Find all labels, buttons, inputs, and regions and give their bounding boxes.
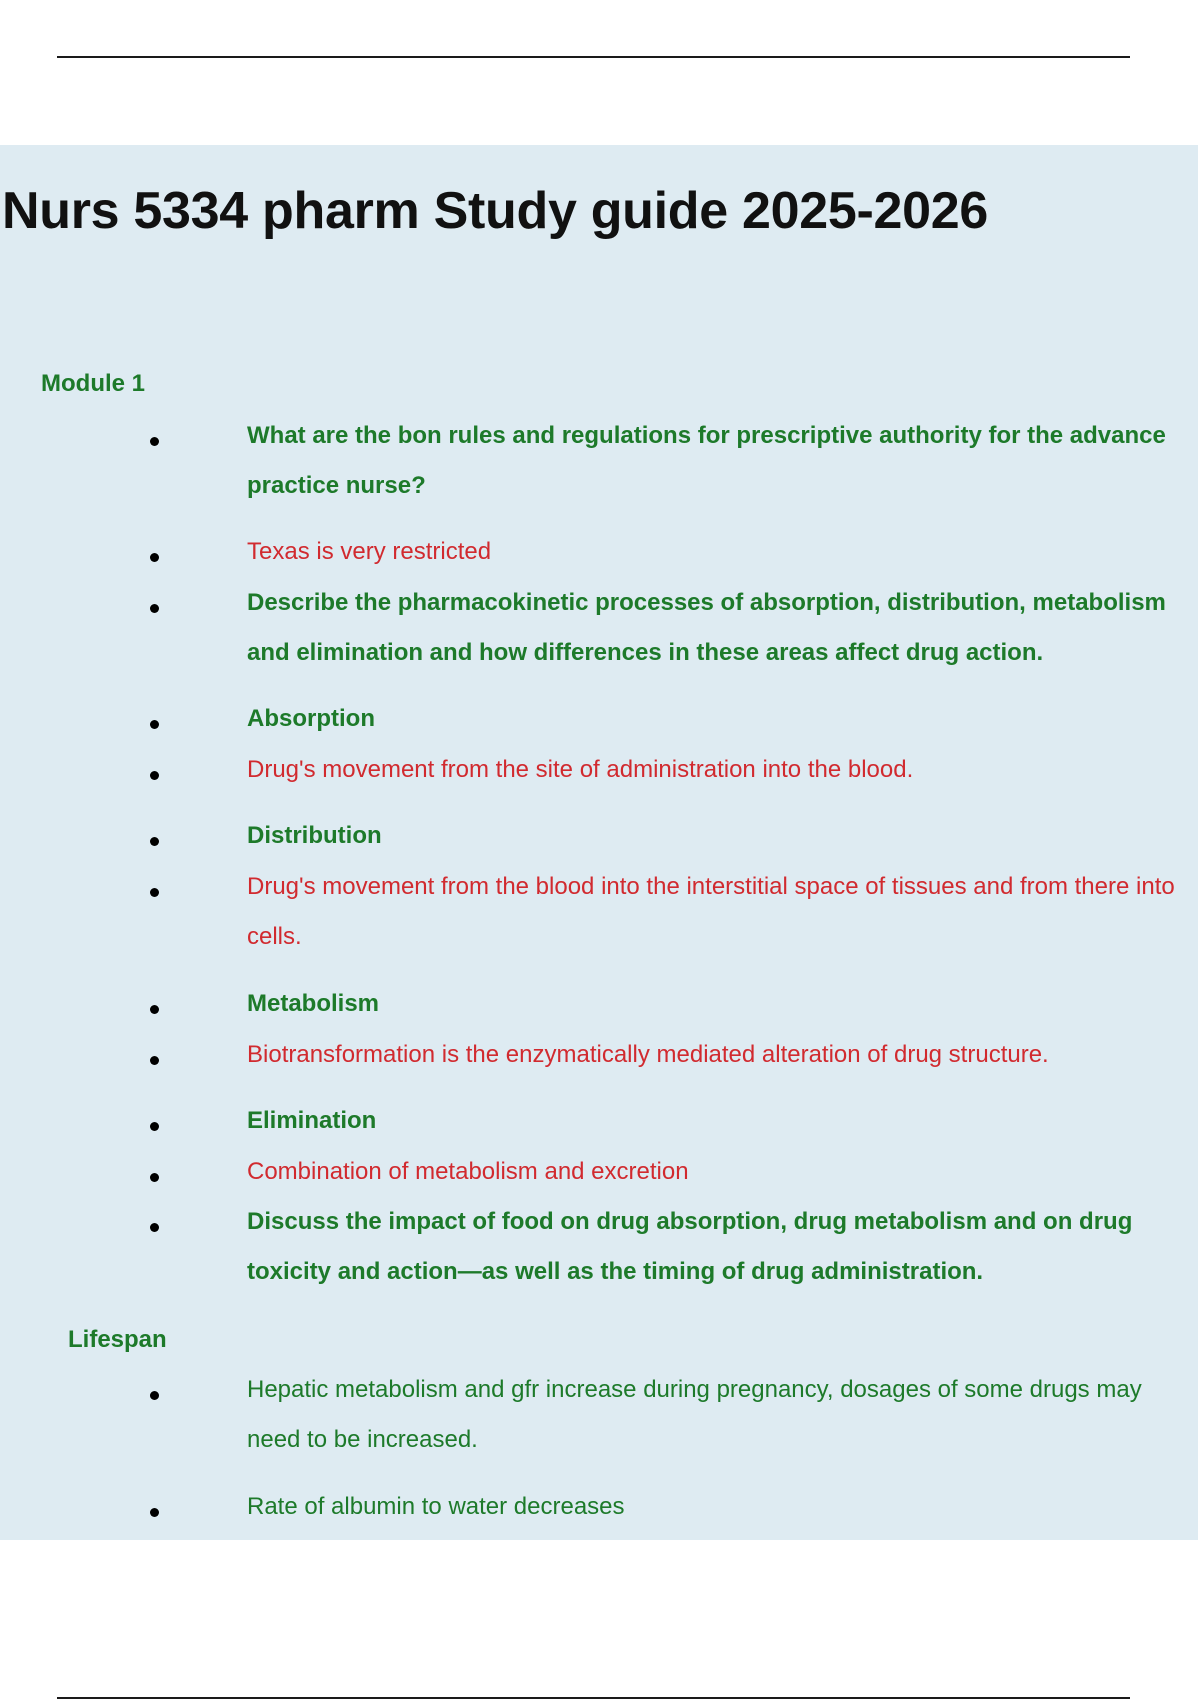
section-label-module-1: Module 1: [41, 370, 146, 397]
document-title: Nurs 5334 pharm Study guide 2025-2026: [2, 182, 988, 240]
answer-text: Drug's movement from the blood into the interstitial space of tissues and from there into cells.: [247, 873, 1175, 950]
answer-text: Biotransformation is the enzymatically mediated alteration of drug structure.: [247, 1041, 1049, 1068]
footer-rule: [57, 1697, 1130, 1699]
bullet-icon: [150, 1391, 159, 1400]
section-label-lifespan: Lifespan: [68, 1326, 167, 1353]
note-text: Hepatic metabolism and gfr increase during pregnancy, dosages of some drugs may need to be increased.: [247, 1376, 1142, 1453]
bullet-icon: [150, 720, 159, 729]
topic-heading: Distribution: [247, 822, 382, 849]
bullet-icon: [150, 437, 159, 446]
topic-heading: Elimination: [247, 1107, 377, 1134]
bullet-icon: [150, 837, 159, 846]
bullet-icon: [150, 553, 159, 562]
note-text: Rate of albumin to water decreases: [247, 1493, 625, 1520]
bullet-icon: [150, 888, 159, 897]
bullet-icon: [150, 1223, 159, 1232]
answer-text: Texas is very restricted: [247, 538, 492, 565]
question-text: What are the bon rules and regulations for prescriptive authority for the advance practice nurse?: [247, 422, 1166, 499]
topic-heading: Metabolism: [247, 990, 380, 1017]
bullet-icon: [150, 1056, 159, 1065]
bullet-icon: [150, 604, 159, 613]
question-text: Discuss the impact of food on drug absorption, drug metabolism and on drug toxicity and action—as well as the timing of drug administration.: [247, 1208, 1133, 1285]
bullet-icon: [150, 1508, 159, 1517]
header-rule: [57, 56, 1130, 58]
topic-heading: Absorption: [247, 705, 375, 732]
bullet-icon: [150, 771, 159, 780]
question-text: Describe the pharmacokinetic processes of absorption, distribution, metabolism and elimination and how differences in these areas affect drug action.: [247, 589, 1166, 666]
answer-text: Combination of metabolism and excretion: [247, 1158, 689, 1185]
bullet-icon: [150, 1122, 159, 1131]
answer-text: Drug's movement from the site of administration into the blood.: [247, 756, 914, 783]
bullet-icon: [150, 1173, 159, 1182]
bullet-icon: [150, 1005, 159, 1014]
